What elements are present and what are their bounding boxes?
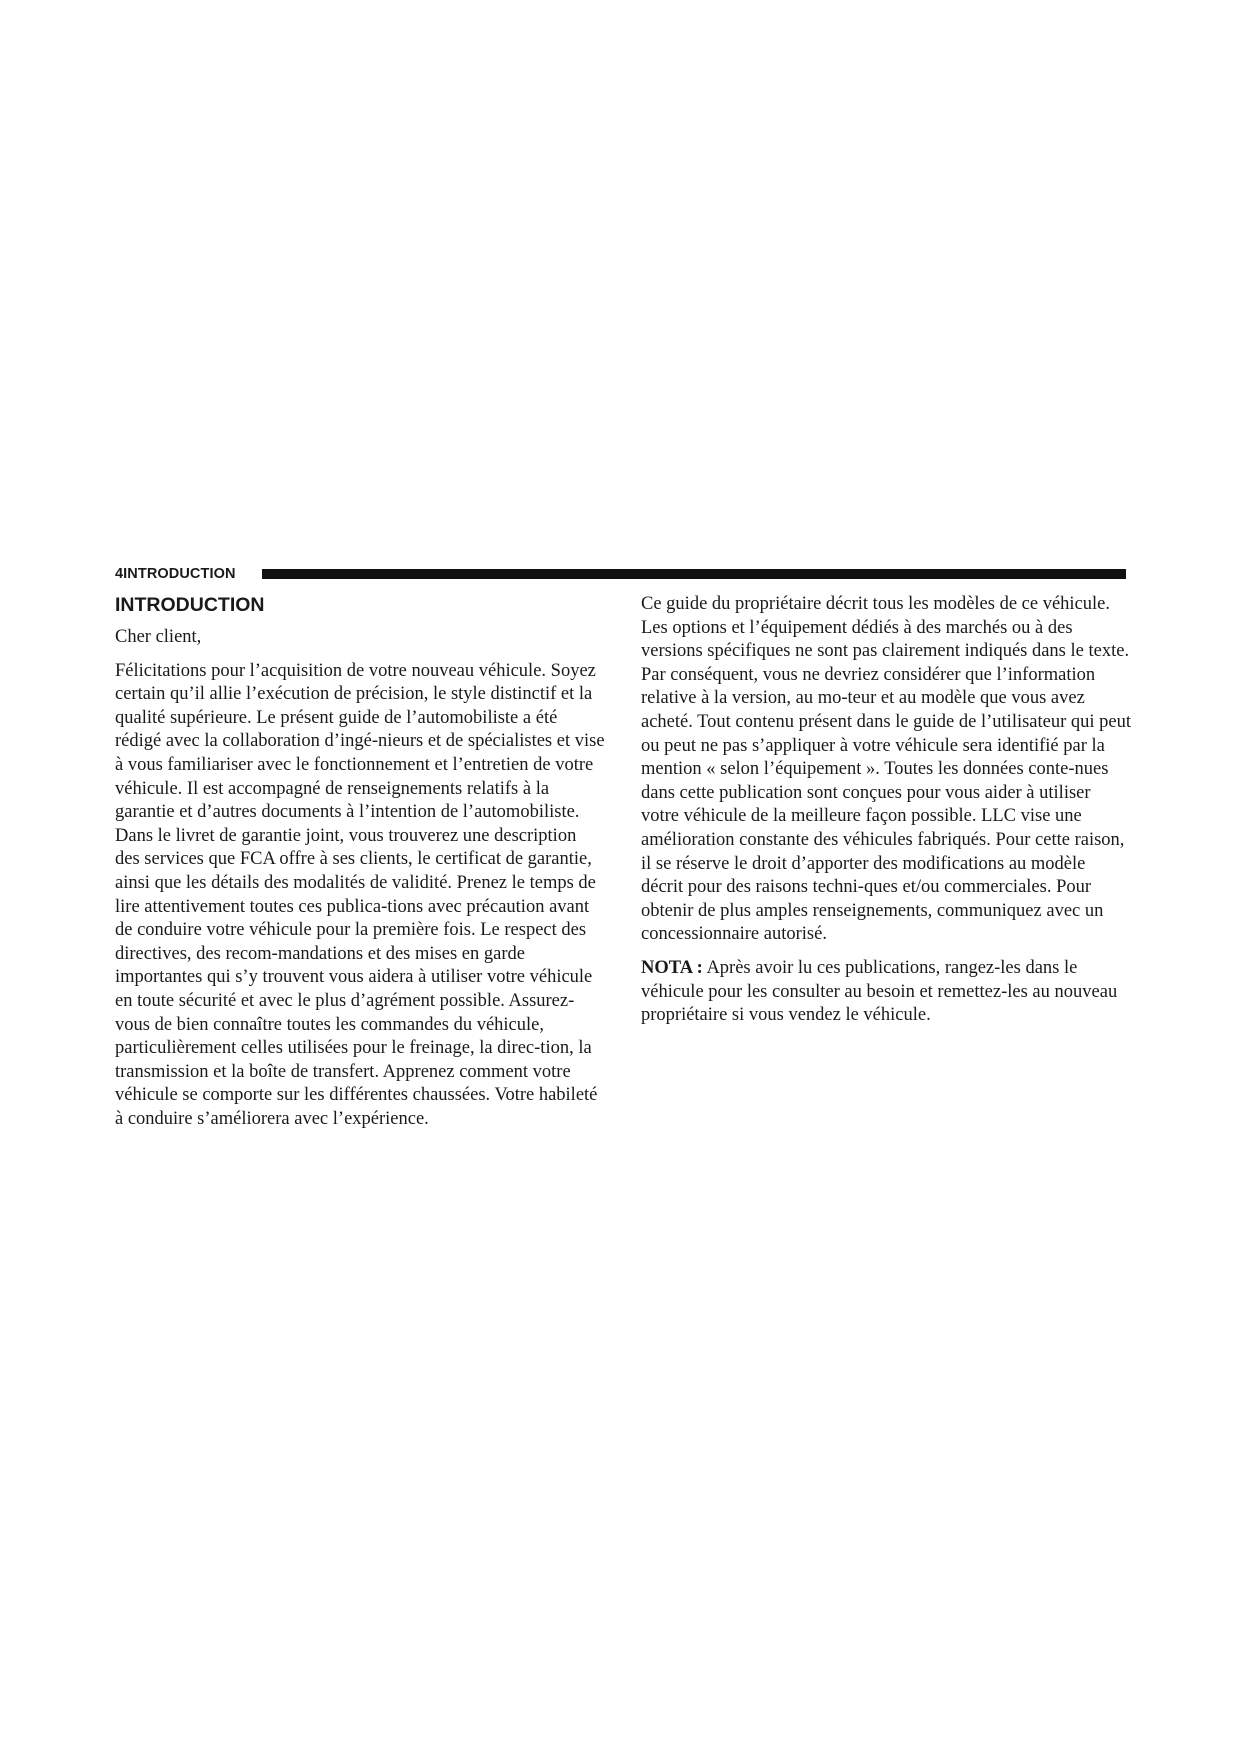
running-header — [115, 566, 1126, 582]
page-number: 4 — [115, 566, 124, 582]
guide-paragraph: Ce guide du propriétaire décrit tous les modèles de ce véhicule. Les options et l’équipement dédiés à des marchés ou à des versions spécifiques ne sont pas clairement indiqués dans le texte. Par conséquent, vous ne devriez considérer que l’information relative à la version, au mo-teur et au modèle que vous avez acheté. Tout contenu présent dans le guide de l’utilisateur qui peut ou peut ne pas s’appliquer à votre véhicule sera identifié par la mention « selon l’équipement ». Toutes les données conte-nues dans cette publication sont conçues pour vous aider à utiliser votre véhicule de la meilleure façon possible. LLC vise une amélioration constante des véhicules fabriqués. Pour cette raison, il se réserve le droit d’apporter des modifications au modèle décrit pour des raisons techni-ques et/ou commerciales. Pour obtenir de plus amples renseignements, communiquez avec un concessionnaire autorisé. — [641, 594, 1132, 945]
nota-paragraph — [641, 957, 1131, 1028]
right-column — [641, 593, 1131, 1038]
running-header-title: INTRODUCTION — [123, 566, 236, 582]
header-rule — [262, 569, 1126, 579]
salutation: Cher client, — [115, 627, 202, 647]
nota-label: NOTA : — [641, 957, 703, 978]
left-column — [115, 593, 605, 1141]
intro-paragraph: Félicitations pour l’acquisition de votre nouveau véhicule. Soyez certain qu’il allie l’exécution de précision, le style distinctif et la qualité supérieure. Le présent guide de l’automobiliste a été rédigé avec la collaboration d’ingé-nieurs et de spécialistes et vise à vous familiariser avec le fonctionnement et l’entretien de votre véhicule. Il est accompagné de renseignements relatifs à la garantie et d’autres documents à l’intention de l’automobiliste. Dans le livret de garantie joint, vous trouverez une description des services que FCA offre à ses clients, le certificat de garantie, ainsi que les détails des modalités de validité. Prenez le temps de lire attentivement toutes ces publica-tions avec précaution avant de conduire votre véhicule pour la première fois. Le respect des directives, des recom-mandations et des mises en garde importantes qui s’y trouvent vous aidera à utiliser votre véhicule en toute sécurité et avec le plus d’agrément possible. Assurez-vous de bien connaître toutes les commandes du véhicule, particulièrement celles utilisées pour le freinage, la direc-tion, la transmission et la boîte de transfert. Apprenez comment votre véhicule se comporte sur les différentes chaussées. Votre habileté à conduire s’améliorera avec l’expérience. — [115, 660, 605, 1129]
nota-text: Après avoir lu ces publications, rangez-les dans le véhicule pour les consulter au besoin et remettez-les au nouveau propriétaire si vous vendez le véhicule. — [641, 957, 1118, 1026]
section-title: INTRODUCTION — [115, 594, 265, 616]
